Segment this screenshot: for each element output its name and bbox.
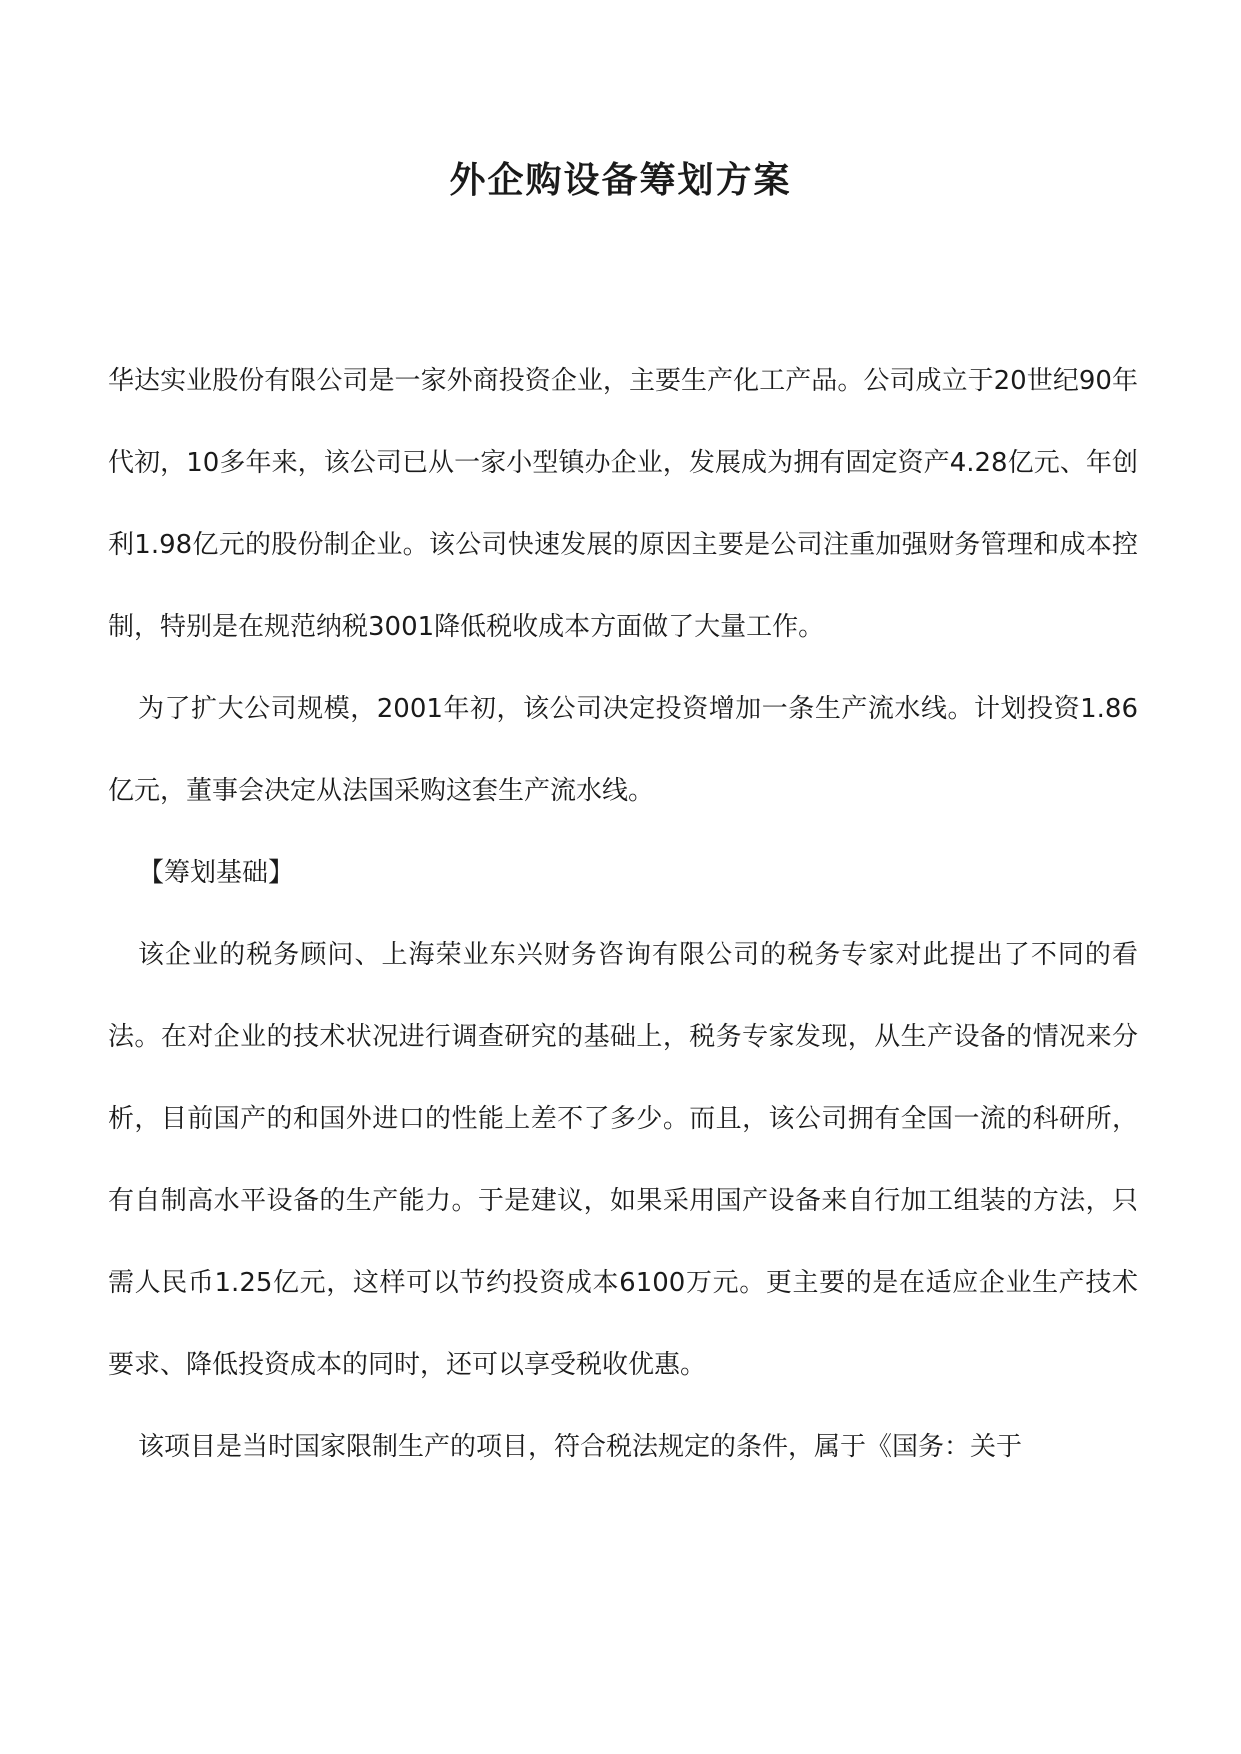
paragraph-expansion-plan: 为了扩大公司规模，2001年初，该公司决定投资增加一条生产流水线。计划投资1.86亿元，董事会决定从法国采购这套生产流水线。: [108, 694, 1138, 806]
paragraph-tax-advisor-opinion: 该企业的税务顾问、上海荣业东兴财务咨询有限公司的税务专家对此提出了不同的看法。在对企业的技术状况进行调查研究的基础上，税务专家发现，从生产设备的情况来分析，目前国产的和国外进口的性能上差不了多少。而且，该公司拥有全国一流的科研所，有自制高水平设备的生产能力。于是建议，如果采用国产设备来自行加工组装的方法，只需人民币1.25亿元，这样可以节约投资成本6100万元。更主要的是在适应企业生产技术要求、降低投资成本的同时，还可以享受税收优惠。: [108, 940, 1138, 1380]
section-heading-planning-basis: 【筹划基础】: [138, 858, 295, 888]
document-title: 外企购设备筹划方案: [449, 159, 792, 201]
document-body: [108, 340, 1138, 1488]
paragraph-project-eligibility: 该项目是当时国家限制生产的项目，符合税法规定的条件，属于《国务：关于: [138, 1432, 1023, 1462]
paragraph-company-intro: 华达实业股份有限公司是一家外商投资企业，主要生产化工产品。公司成立于20世纪90年代初，10多年来，该公司已从一家小型镇办企业，发展成为拥有固定资产4.28亿元、年创利1.98亿元的股份制企业。该公司快速发展的原因主要是公司注重加强财务管理和成本控制，特别是在规范纳税3001降低税收成本方面做了大量工作。: [108, 366, 1138, 642]
